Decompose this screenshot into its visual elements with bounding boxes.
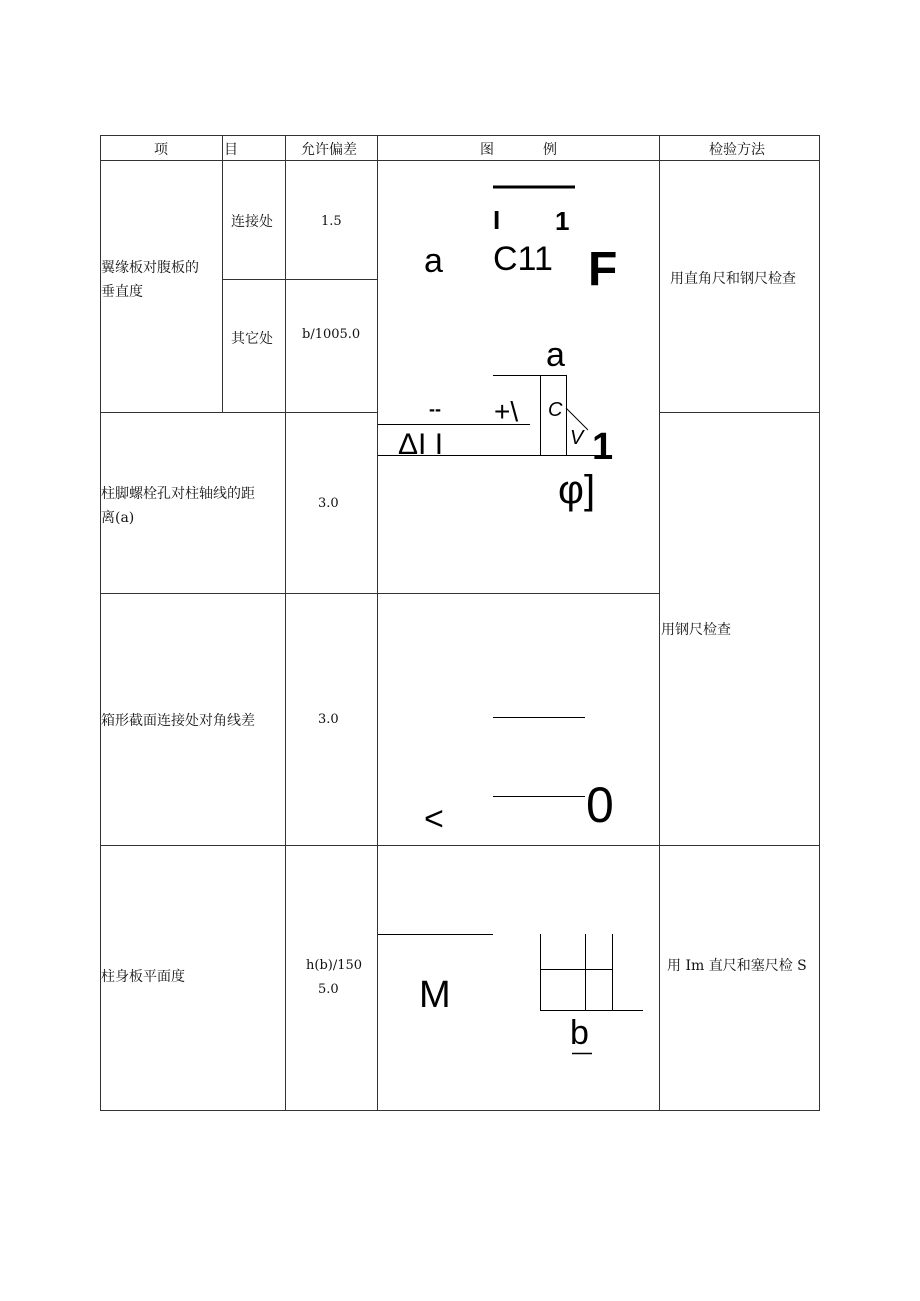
figure-2-lines (493, 718, 585, 797)
header-figure-b: 例 (543, 142, 557, 158)
header-tolerance: 允许偏差 (301, 142, 357, 158)
fig3-m: M (419, 974, 451, 1016)
fig1-phi: φ] (558, 468, 596, 512)
fig2-lt: < (424, 800, 444, 838)
flatness-item: 柱身板平面度 (101, 969, 185, 985)
flange-item-line2: 垂直度 (101, 284, 143, 300)
fig1-tick: I (493, 205, 501, 235)
flange-sub2-value: b/1005.0 (302, 327, 361, 342)
box-value: 3.0 (318, 712, 339, 727)
fig1-c-small: C (548, 399, 563, 421)
fig2-zero: 0 (586, 777, 614, 833)
flatness-value-line1: h(b)/150 (306, 958, 363, 973)
fig1-dash: -- (429, 399, 441, 419)
anchor-value: 3.0 (318, 496, 339, 511)
anchor-item-line1: 柱脚螺栓孔对柱轴线的距 (101, 486, 255, 502)
flange-sub2-label: 其它处 (231, 331, 273, 347)
anchor-item-line2: 离(a) (101, 510, 135, 526)
fig1-v-small: V (570, 427, 584, 449)
flange-method: 用直角尺和钢尺检查 (670, 271, 796, 287)
fig1-one: 1 (555, 206, 570, 236)
fig1-delta: ΔI I (398, 428, 444, 461)
header-method: 检验方法 (709, 142, 765, 158)
fig1-c11: C11 (493, 240, 553, 278)
header-item-b: 目 (224, 142, 238, 158)
fig1-f: F (588, 243, 618, 296)
fig1-a-left: a (424, 242, 443, 280)
flange-item-line1: 翼缘板对腹板的 (101, 260, 199, 276)
flange-sub1-value: 1.5 (321, 214, 342, 229)
box-item: 箱形截面连接处对角线差 (101, 713, 255, 729)
fig1-plus: +\ (494, 396, 519, 427)
header-figure-a: 图 (480, 142, 494, 158)
flange-sub1-label: 连接处 (231, 214, 273, 230)
fig3-b: b (570, 1014, 589, 1052)
figure-3-lines (378, 934, 643, 1054)
fig1-a-mid: a (546, 336, 565, 374)
flatness-method: 用 Im 直尺和塞尺检 S (667, 958, 807, 974)
box-method: 用钢尺检查 (661, 622, 731, 638)
fig1-four: 1 (592, 426, 614, 468)
header-item-a: 项 (154, 142, 168, 158)
flatness-value-line2: 5.0 (318, 982, 339, 997)
